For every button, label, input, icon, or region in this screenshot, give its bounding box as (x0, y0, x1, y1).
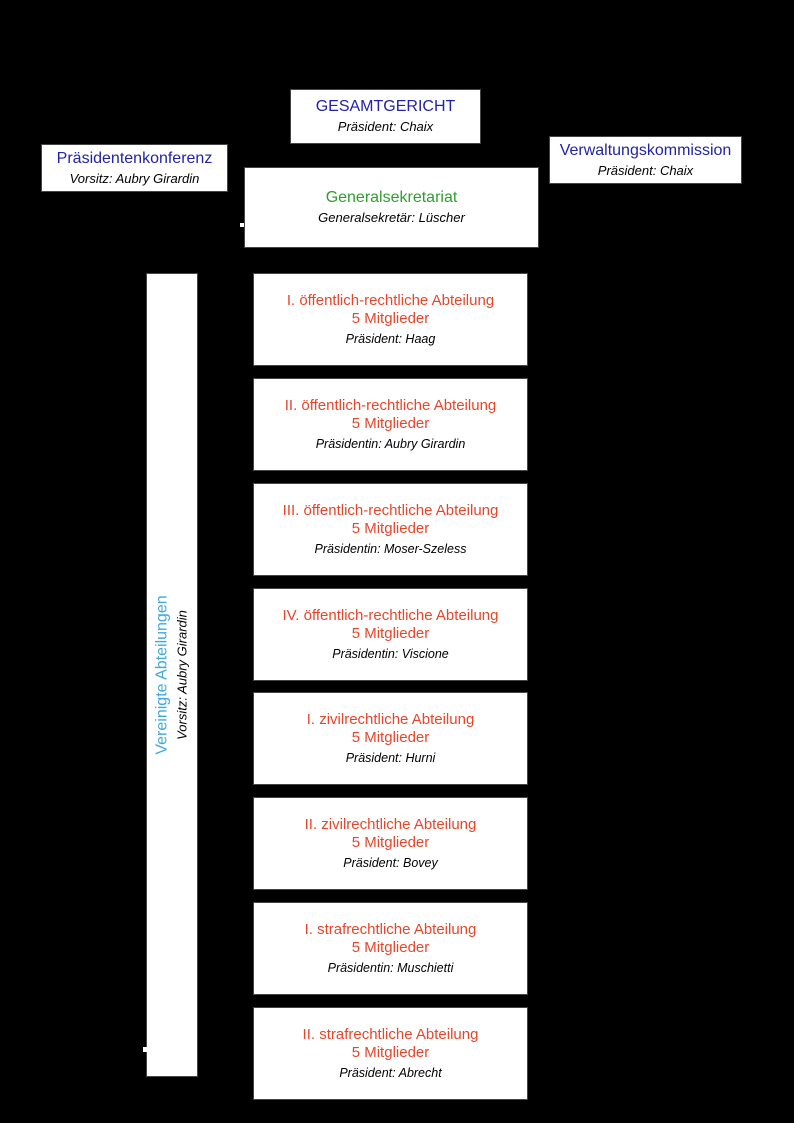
node-members: 5 Mitglieder (351, 729, 430, 747)
node-members: 5 Mitglieder (351, 310, 430, 328)
node-title: IV. öffentlich-rechtliche Abteilung (282, 606, 499, 624)
node-abteilung-6 (253, 797, 528, 890)
node-title: III. öffentlich-rechtliche Abteilung (282, 501, 499, 519)
node-title: I. zivilrechtliche Abteilung (306, 710, 475, 728)
node-members: 5 Mitglieder (351, 415, 430, 433)
node-title: II. zivilrechtliche Abteilung (304, 815, 477, 833)
node-title: Generalsekretariat (325, 189, 458, 207)
node-members: 5 Mitglieder (351, 939, 430, 957)
node-abteilung-3 (253, 483, 528, 576)
node-subtitle: Präsident: Chaix (597, 162, 694, 178)
node-title: GESAMTGERICHT (315, 98, 456, 116)
node-vereinigte-abteilungen (146, 273, 198, 1077)
node-members: 5 Mitglieder (351, 625, 430, 643)
node-abteilung-5 (253, 692, 528, 785)
node-title: I. öffentlich-rechtliche Abteilung (286, 291, 495, 309)
node-generalsekretariat (244, 167, 539, 248)
connector-tick (240, 223, 244, 227)
node-abteilung-7 (253, 902, 528, 995)
node-president: Präsident: Hurni (345, 751, 436, 766)
node-title: I. strafrechtliche Abteilung (304, 920, 477, 938)
node-president: Präsident: Abrecht (339, 1066, 442, 1081)
connector-tick (143, 1047, 147, 1052)
node-subtitle: Vorsitz: Aubry Girardin (69, 170, 200, 186)
node-members: 5 Mitglieder (351, 834, 430, 852)
node-abteilung-8 (253, 1007, 528, 1100)
node-president: Präsidentin: Muschietti (327, 961, 454, 976)
node-president: Präsidentin: Aubry Girardin (315, 437, 466, 452)
node-verwaltungskommission (549, 136, 742, 184)
node-title: II. öffentlich-rechtliche Abteilung (284, 396, 497, 414)
node-members: 5 Mitglieder (351, 1044, 430, 1062)
node-members: 5 Mitglieder (351, 520, 430, 538)
node-title: II. strafrechtliche Abteilung (302, 1025, 479, 1043)
node-president: Präsidentin: Moser-Szeless (314, 542, 467, 557)
node-praesidentenkonferenz (41, 144, 228, 192)
node-title: Präsidentenkonferenz (56, 149, 213, 167)
node-gesamtgericht (290, 89, 481, 144)
node-president: Präsident: Bovey (343, 856, 438, 871)
node-subtitle: Generalsekretär: Lüscher (318, 210, 465, 226)
vertical-text (153, 273, 192, 1077)
node-abteilung-1 (253, 273, 528, 366)
node-title: Vereinigte Abteilungen (153, 595, 171, 755)
node-president: Präsidentin: Viscione (332, 647, 449, 662)
node-abteilung-4 (253, 588, 528, 681)
node-subtitle: Vorsitz: Aubry Girardin (174, 610, 190, 740)
node-subtitle: Präsident: Chaix (337, 119, 434, 135)
node-abteilung-2 (253, 378, 528, 471)
node-president: Präsident: Haag (345, 332, 436, 347)
node-title: Verwaltungskommission (559, 141, 732, 159)
